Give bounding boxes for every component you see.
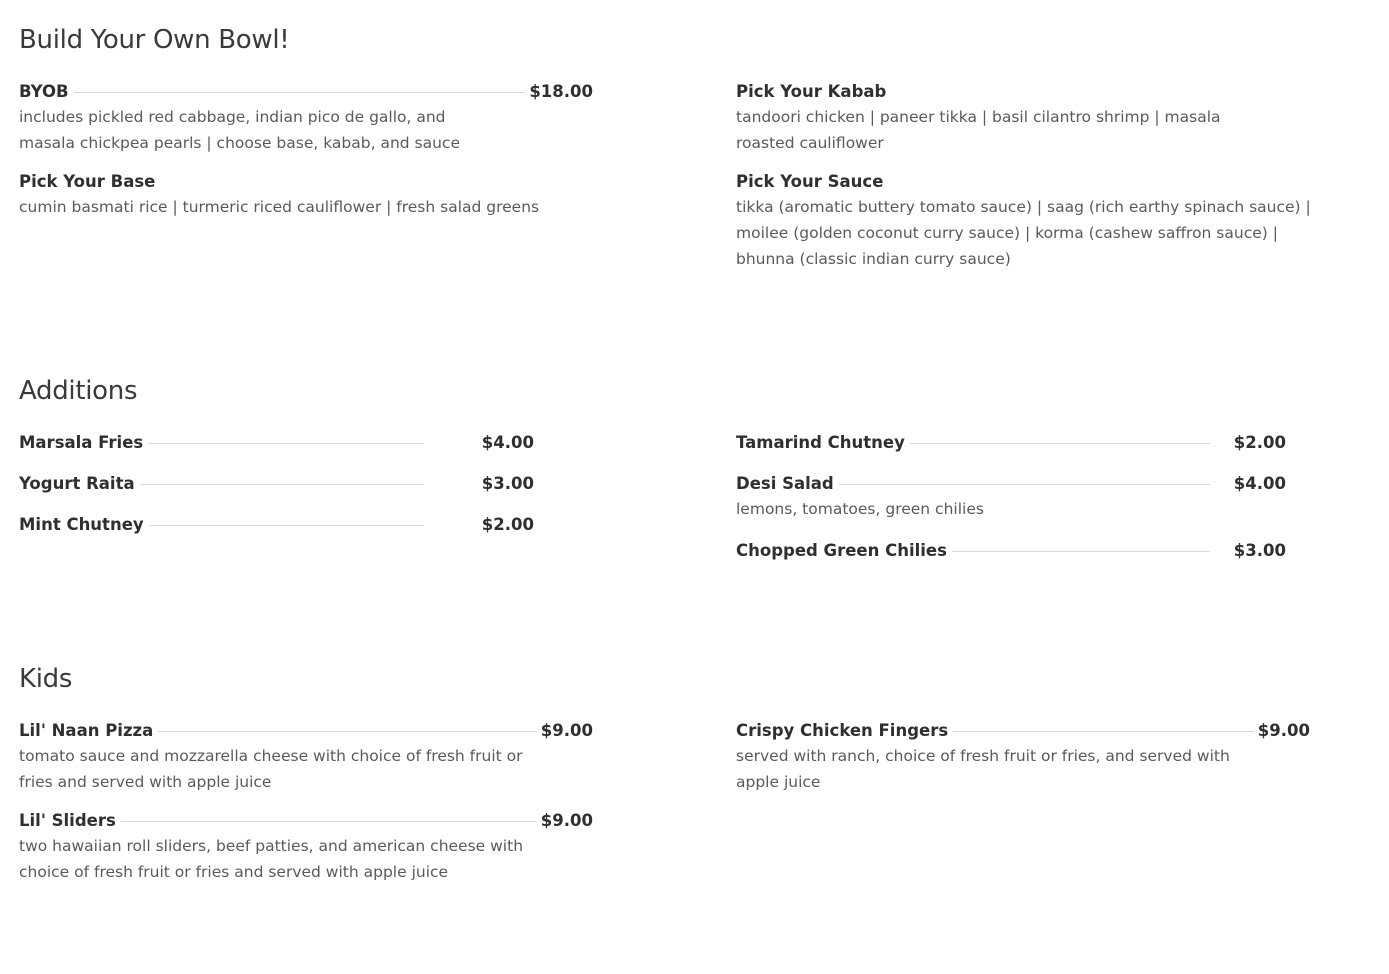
menu-item-byob[interactable] <box>19 78 593 156</box>
menu-item-marsala-fries[interactable] <box>19 429 534 455</box>
menu-item-chopped-green-chilies[interactable] <box>736 537 1286 563</box>
item-description: served with ranch, choice of fresh fruit or fries, and served with apple juice <box>736 747 1230 791</box>
item-price: $9.00 <box>540 720 593 740</box>
kids-right-column <box>736 717 1310 807</box>
menu-item-tamarind-chutney[interactable] <box>736 429 1286 455</box>
menu-item-pick-base <box>19 168 593 220</box>
menu-item-yogurt-raita[interactable] <box>19 470 534 496</box>
item-price: $4.00 <box>1233 473 1286 493</box>
price-leader <box>158 731 537 732</box>
menu-item-desi-salad[interactable] <box>736 470 1286 522</box>
menu-item-mint-chutney[interactable] <box>19 511 534 537</box>
item-name: Crispy Chicken Fingers <box>736 720 949 740</box>
price-leader <box>953 731 1254 732</box>
item-price: $9.00 <box>1257 720 1310 740</box>
price-leader <box>910 443 1210 444</box>
price-leader <box>952 551 1210 552</box>
menu-item-lil-sliders[interactable] <box>19 807 593 885</box>
item-description: lemons, tomatoes, green chilies <box>736 500 984 518</box>
item-price: $3.00 <box>1233 540 1286 560</box>
item-price: $9.00 <box>540 810 593 830</box>
price-leader <box>121 821 537 822</box>
section-title-kids: Kids <box>19 664 73 694</box>
item-description: tomato sauce and mozzarella cheese with choice of fresh fruit or fries and served with apple juice <box>19 747 523 791</box>
menu-item-crispy-chicken-fingers[interactable] <box>736 717 1310 795</box>
additions-right-column <box>736 429 1286 575</box>
item-name: Yogurt Raita <box>19 473 135 493</box>
item-price: $2.00 <box>1233 432 1286 452</box>
item-name: BYOB <box>19 81 69 101</box>
menu-item-pick-sauce <box>736 168 1316 272</box>
item-description: tandoori chicken | paneer tikka | basil cilantro shrimp | masala roasted cauliflower <box>736 108 1221 152</box>
item-price: $3.00 <box>481 473 534 493</box>
item-description: cumin basmati rice | turmeric riced cauliflower | fresh salad greens <box>19 198 540 216</box>
menu-item-lil-naan-pizza[interactable] <box>19 717 593 795</box>
item-name: Chopped Green Chilies <box>736 540 947 560</box>
section-title-byob: Build Your Own Bowl! <box>19 25 290 55</box>
item-name: Marsala Fries <box>19 432 144 452</box>
item-name: Pick Your Sauce <box>736 171 884 191</box>
price-leader <box>839 484 1210 485</box>
item-description: includes pickled red cabbage, indian pico de gallo, and masala chickpea pearls | choose base, kabab, and sauce <box>19 108 460 152</box>
item-name: Pick Your Kabab <box>736 81 887 101</box>
kids-left-column <box>19 717 593 897</box>
item-name: Pick Your Base <box>19 171 156 191</box>
item-name: Tamarind Chutney <box>736 432 905 452</box>
item-name: Mint Chutney <box>19 514 144 534</box>
price-leader <box>148 443 424 444</box>
item-price: $2.00 <box>481 514 534 534</box>
section-title-additions: Additions <box>19 376 138 406</box>
item-price: $18.00 <box>529 81 593 101</box>
price-leader <box>74 92 526 93</box>
byob-left-column <box>19 78 593 232</box>
byob-right-column <box>736 78 1316 284</box>
item-name: Desi Salad <box>736 473 834 493</box>
additions-left-column <box>19 429 534 552</box>
price-leader <box>140 484 424 485</box>
item-description: tikka (aromatic buttery tomato sauce) | saag (rich earthy spinach sauce) | moilee (golden coconut curry sauce) | korma (cashew saffron sauce) | bhunna (classic indian curry sauce) <box>736 198 1311 268</box>
item-name: Lil' Sliders <box>19 810 116 830</box>
price-leader <box>149 525 424 526</box>
item-name: Lil' Naan Pizza <box>19 720 154 740</box>
item-description: two hawaiian roll sliders, beef patties, and american cheese with choice of fresh fruit or fries and served with apple juice <box>19 837 524 881</box>
menu-item-pick-kabab <box>736 78 1316 156</box>
item-price: $4.00 <box>481 432 534 452</box>
